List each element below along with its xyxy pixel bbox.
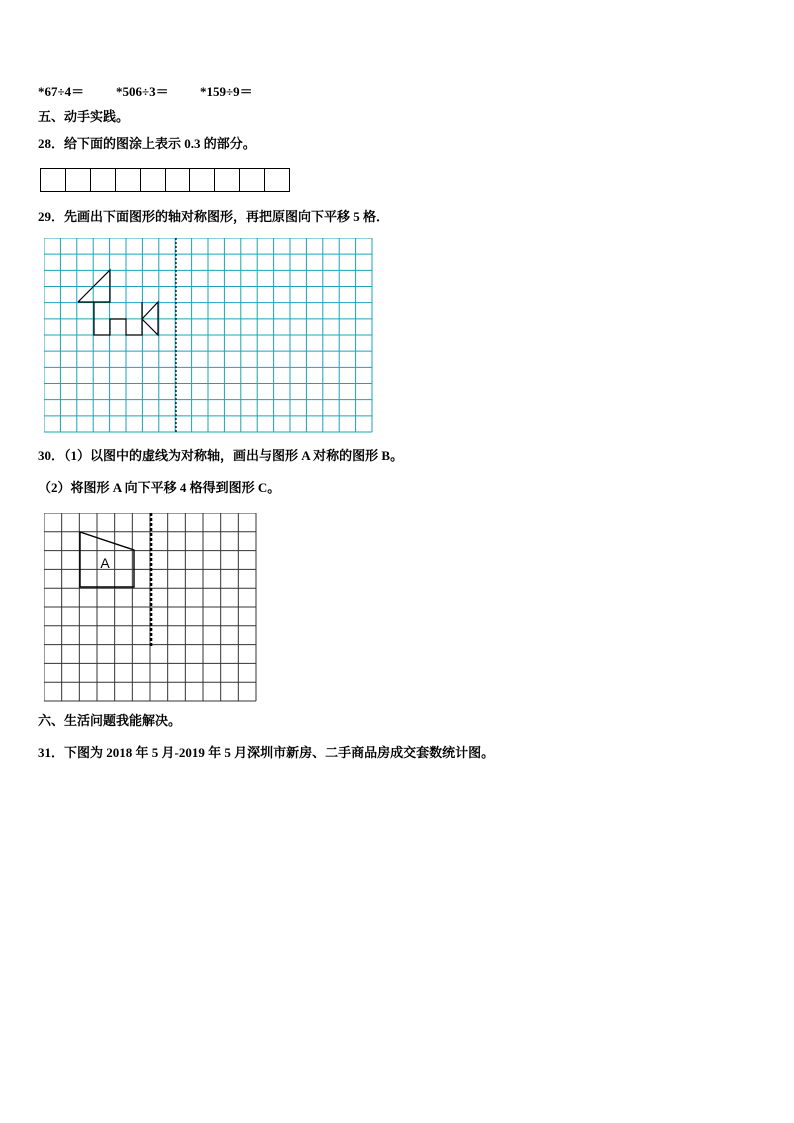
- section-6-title: 六、生活问题我能解决。: [38, 713, 182, 728]
- calc-item-2: *506÷3＝: [116, 84, 169, 99]
- question-29-text: 29．先画出下面图形的轴对称图形，再把原图向下平移 5 格．: [38, 209, 390, 224]
- question-31-text: 31．下图为 2018 年 5 月-2019 年 5 月深圳市新房、二手商品房成交套数统计图。: [38, 745, 495, 760]
- strip-cell[interactable]: [166, 169, 191, 191]
- strip-cell[interactable]: [91, 169, 116, 191]
- strip-cell[interactable]: [265, 169, 289, 191]
- strip-cell[interactable]: [141, 169, 166, 191]
- question-28-strip: [40, 168, 290, 192]
- shape-a-label: A: [100, 555, 110, 571]
- question-30-grid: [44, 513, 258, 703]
- calc-item-3: *159÷9＝: [200, 84, 253, 99]
- strip-cell[interactable]: [41, 169, 66, 191]
- section-5-title: 五、动手实践。: [38, 109, 130, 124]
- question-30-text-1: 30．（1）以图中的虚线为对称轴，画出与图形 A 对称的图形 B。: [38, 448, 404, 463]
- question-28-text: 28．给下面的图涂上表示 0.3 的部分。: [38, 136, 256, 151]
- strip-cell[interactable]: [190, 169, 215, 191]
- question-29-grid: [44, 238, 374, 434]
- strip-cell[interactable]: [66, 169, 91, 191]
- strip-cell[interactable]: [215, 169, 240, 191]
- strip-cell[interactable]: [116, 169, 141, 191]
- question-30-text-2: （2）将图形 A 向下平移 4 格得到图形 C。: [38, 480, 281, 495]
- strip-cell[interactable]: [240, 169, 265, 191]
- calc-item-1: *67÷4＝: [38, 84, 85, 99]
